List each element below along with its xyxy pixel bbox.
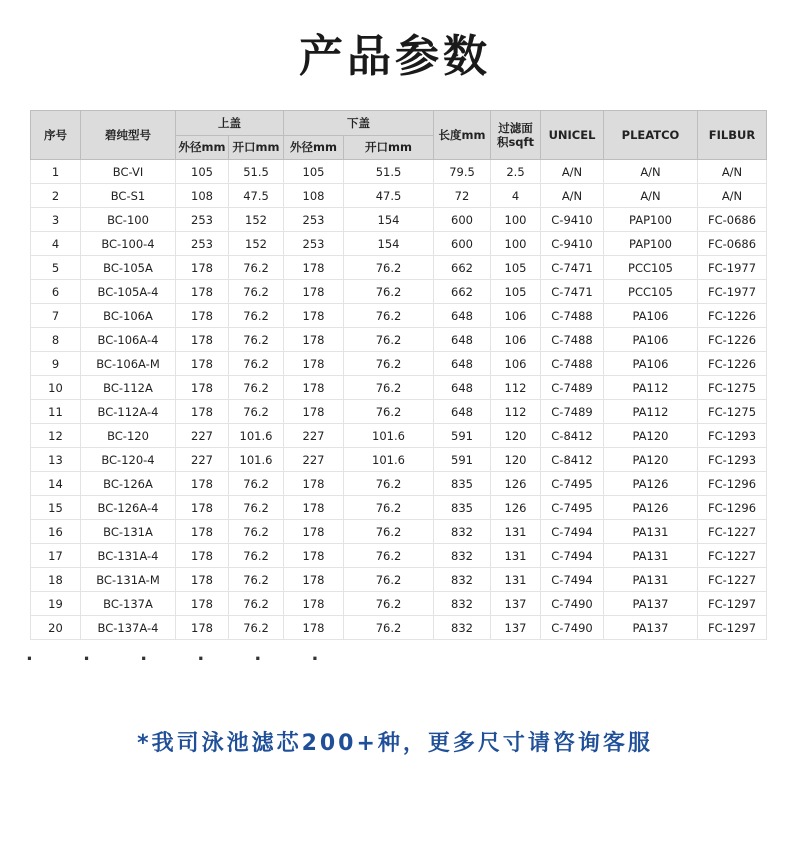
cell-model: BC-112A — [81, 376, 176, 400]
cell-index: 9 — [31, 352, 81, 376]
cell-top-opening: 76.2 — [229, 592, 284, 616]
cell-top-opening: 152 — [229, 208, 284, 232]
cell-model: BC-S1 — [81, 184, 176, 208]
cell-top-outer-dia: 178 — [176, 280, 229, 304]
cell-filter-area: 137 — [491, 592, 541, 616]
cell-pleatco: PA126 — [604, 496, 698, 520]
header-filter-area-line2: 积sqft — [496, 135, 535, 149]
cell-filter-area: 100 — [491, 208, 541, 232]
cell-pleatco: PA126 — [604, 472, 698, 496]
cell-pleatco: PA131 — [604, 568, 698, 592]
table-row — [31, 232, 767, 256]
cell-model: BC-105A-4 — [81, 280, 176, 304]
cell-pleatco: PA137 — [604, 592, 698, 616]
cell-pleatco: PA106 — [604, 304, 698, 328]
cell-filter-area: 105 — [491, 280, 541, 304]
cell-top-outer-dia: 178 — [176, 568, 229, 592]
cell-filbur: A/N — [698, 160, 767, 184]
cell-model: BC-137A-4 — [81, 616, 176, 640]
cell-top-outer-dia: 105 — [176, 160, 229, 184]
header-index: 序号 — [31, 111, 81, 160]
cell-top-opening: 76.2 — [229, 520, 284, 544]
cell-bottom-outer-dia: 178 — [284, 520, 344, 544]
cell-bottom-opening: 76.2 — [344, 328, 434, 352]
cell-pleatco: PA120 — [604, 448, 698, 472]
cell-filbur: FC-1227 — [698, 568, 767, 592]
cell-filbur: FC-1296 — [698, 472, 767, 496]
cell-top-outer-dia: 108 — [176, 184, 229, 208]
cell-index: 1 — [31, 160, 81, 184]
cell-unicel: A/N — [541, 184, 604, 208]
cell-filter-area: 106 — [491, 304, 541, 328]
cell-bottom-opening: 76.2 — [344, 544, 434, 568]
cell-index: 14 — [31, 472, 81, 496]
cell-top-outer-dia: 178 — [176, 256, 229, 280]
cell-length: 662 — [434, 256, 491, 280]
cell-top-outer-dia: 253 — [176, 232, 229, 256]
table-row — [31, 184, 767, 208]
cell-pleatco: A/N — [604, 160, 698, 184]
cell-filter-area: 106 — [491, 328, 541, 352]
cell-pleatco: PA112 — [604, 376, 698, 400]
cell-filter-area: 112 — [491, 400, 541, 424]
cell-filbur: A/N — [698, 184, 767, 208]
cell-bottom-outer-dia: 178 — [284, 592, 344, 616]
cell-filter-area: 106 — [491, 352, 541, 376]
cell-bottom-outer-dia: 178 — [284, 544, 344, 568]
cell-bottom-outer-dia: 178 — [284, 616, 344, 640]
cell-bottom-opening: 76.2 — [344, 568, 434, 592]
cell-bottom-opening: 76.2 — [344, 472, 434, 496]
cell-bottom-outer-dia: 178 — [284, 280, 344, 304]
cell-bottom-outer-dia: 227 — [284, 448, 344, 472]
cell-filbur: FC-1227 — [698, 544, 767, 568]
cell-filbur: FC-1226 — [698, 304, 767, 328]
cell-bottom-outer-dia: 178 — [284, 376, 344, 400]
cell-top-outer-dia: 178 — [176, 328, 229, 352]
cell-index: 15 — [31, 496, 81, 520]
header-unicel: UNICEL — [541, 111, 604, 160]
cell-length: 662 — [434, 280, 491, 304]
cell-length: 79.5 — [434, 160, 491, 184]
cell-model: BC-106A — [81, 304, 176, 328]
cell-pleatco: PA131 — [604, 520, 698, 544]
cell-pleatco: PAP100 — [604, 232, 698, 256]
cell-top-opening: 76.2 — [229, 256, 284, 280]
cell-unicel: C-7488 — [541, 328, 604, 352]
table-row — [31, 568, 767, 592]
cell-index: 19 — [31, 592, 81, 616]
footer-note: *我司泳池滤芯200+种，更多尺寸请咨询客服 — [137, 731, 653, 756]
cell-bottom-outer-dia: 253 — [284, 208, 344, 232]
header-filter-area — [491, 111, 541, 160]
cell-unicel: C-7494 — [541, 544, 604, 568]
cell-pleatco: PA106 — [604, 352, 698, 376]
header-pleatco: PLEATCO — [604, 111, 698, 160]
cell-model: BC-106A-4 — [81, 328, 176, 352]
cell-unicel: C-9410 — [541, 232, 604, 256]
cell-bottom-outer-dia: 178 — [284, 496, 344, 520]
cell-top-opening: 76.2 — [229, 280, 284, 304]
table-row — [31, 376, 767, 400]
table-row — [31, 544, 767, 568]
cell-unicel: C-7494 — [541, 520, 604, 544]
cell-length: 600 — [434, 232, 491, 256]
cell-bottom-opening: 76.2 — [344, 496, 434, 520]
cell-index: 5 — [31, 256, 81, 280]
table-row — [31, 256, 767, 280]
cell-filbur: FC-0686 — [698, 232, 767, 256]
cell-length: 835 — [434, 472, 491, 496]
cell-top-outer-dia: 178 — [176, 616, 229, 640]
cell-length: 648 — [434, 328, 491, 352]
cell-filbur: FC-1275 — [698, 400, 767, 424]
cell-filbur: FC-1977 — [698, 256, 767, 280]
cell-bottom-outer-dia: 178 — [284, 304, 344, 328]
cell-unicel: C-7495 — [541, 472, 604, 496]
cell-unicel: C-7488 — [541, 352, 604, 376]
table-row — [31, 400, 767, 424]
cell-model: BC-120-4 — [81, 448, 176, 472]
cell-unicel: C-7471 — [541, 280, 604, 304]
cell-filter-area: 120 — [491, 448, 541, 472]
cell-filbur: FC-1226 — [698, 328, 767, 352]
cell-pleatco: PA131 — [604, 544, 698, 568]
header-length: 长度mm — [434, 111, 491, 160]
cell-length: 832 — [434, 568, 491, 592]
cell-pleatco: PCC105 — [604, 280, 698, 304]
cell-bottom-opening: 76.2 — [344, 400, 434, 424]
cell-top-opening: 76.2 — [229, 328, 284, 352]
cell-bottom-outer-dia: 253 — [284, 232, 344, 256]
table-row — [31, 496, 767, 520]
cell-unicel: C-8412 — [541, 424, 604, 448]
cell-index: 4 — [31, 232, 81, 256]
cell-index: 11 — [31, 400, 81, 424]
cell-length: 648 — [434, 400, 491, 424]
cell-unicel: C-9410 — [541, 208, 604, 232]
cell-top-opening: 76.2 — [229, 544, 284, 568]
header-bottom-cap: 下盖 — [284, 111, 434, 136]
cell-pleatco: PA120 — [604, 424, 698, 448]
cell-unicel: A/N — [541, 160, 604, 184]
cell-filter-area: 131 — [491, 520, 541, 544]
cell-filbur: FC-1227 — [698, 520, 767, 544]
cell-bottom-outer-dia: 178 — [284, 400, 344, 424]
cell-index: 6 — [31, 280, 81, 304]
cell-bottom-outer-dia: 178 — [284, 256, 344, 280]
cell-model: BC-112A-4 — [81, 400, 176, 424]
cell-filter-area: 126 — [491, 472, 541, 496]
cell-top-outer-dia: 178 — [176, 400, 229, 424]
cell-bottom-opening: 154 — [344, 208, 434, 232]
cell-index: 16 — [31, 520, 81, 544]
cell-length: 72 — [434, 184, 491, 208]
cell-filter-area: 131 — [491, 544, 541, 568]
header-top-cap: 上盖 — [176, 111, 284, 136]
table-row — [31, 592, 767, 616]
cell-pleatco: A/N — [604, 184, 698, 208]
cell-pleatco: PA106 — [604, 328, 698, 352]
cell-filter-area: 120 — [491, 424, 541, 448]
cell-length: 832 — [434, 520, 491, 544]
cell-model: BC-100 — [81, 208, 176, 232]
cell-top-outer-dia: 178 — [176, 472, 229, 496]
cell-unicel: C-7495 — [541, 496, 604, 520]
header-top-outer-dia: 外径mm — [176, 136, 229, 160]
cell-bottom-outer-dia: 108 — [284, 184, 344, 208]
cell-index: 17 — [31, 544, 81, 568]
cell-index: 13 — [31, 448, 81, 472]
cell-bottom-opening: 76.2 — [344, 304, 434, 328]
cell-top-outer-dia: 178 — [176, 520, 229, 544]
cell-filbur: FC-1226 — [698, 352, 767, 376]
table-row — [31, 520, 767, 544]
cell-top-opening: 76.2 — [229, 376, 284, 400]
cell-bottom-opening: 76.2 — [344, 520, 434, 544]
cell-filbur: FC-0686 — [698, 208, 767, 232]
cell-top-outer-dia: 178 — [176, 376, 229, 400]
cell-top-outer-dia: 178 — [176, 544, 229, 568]
cell-filter-area: 137 — [491, 616, 541, 640]
table-row — [31, 424, 767, 448]
header-top-opening: 开口mm — [229, 136, 284, 160]
cell-length: 648 — [434, 352, 491, 376]
cell-bottom-outer-dia: 105 — [284, 160, 344, 184]
cell-bottom-opening: 154 — [344, 232, 434, 256]
cell-top-outer-dia: 178 — [176, 592, 229, 616]
cell-index: 7 — [31, 304, 81, 328]
cell-top-opening: 76.2 — [229, 304, 284, 328]
cell-filter-area: 112 — [491, 376, 541, 400]
header-model: 碧纯型号 — [81, 111, 176, 160]
cell-top-outer-dia: 227 — [176, 424, 229, 448]
cell-pleatco: PCC105 — [604, 256, 698, 280]
cell-top-outer-dia: 178 — [176, 352, 229, 376]
cell-length: 600 — [434, 208, 491, 232]
cell-filbur: FC-1296 — [698, 496, 767, 520]
cell-bottom-opening: 47.5 — [344, 184, 434, 208]
cell-unicel: C-7490 — [541, 616, 604, 640]
cell-bottom-outer-dia: 178 — [284, 472, 344, 496]
cell-bottom-opening: 76.2 — [344, 256, 434, 280]
table-row — [31, 472, 767, 496]
table-body — [31, 160, 767, 640]
header-bottom-opening: 开口mm — [344, 136, 434, 160]
table-row — [31, 328, 767, 352]
cell-filbur: FC-1297 — [698, 592, 767, 616]
product-spec-table — [30, 110, 767, 640]
cell-pleatco: PA112 — [604, 400, 698, 424]
cell-index: 12 — [31, 424, 81, 448]
cell-filter-area: 2.5 — [491, 160, 541, 184]
table-row — [31, 208, 767, 232]
cell-length: 591 — [434, 424, 491, 448]
page-title: 产品参数 — [299, 31, 491, 82]
cell-unicel: C-7488 — [541, 304, 604, 328]
cell-unicel: C-8412 — [541, 448, 604, 472]
cell-filbur: FC-1275 — [698, 376, 767, 400]
cell-bottom-outer-dia: 178 — [284, 568, 344, 592]
cell-bottom-opening: 76.2 — [344, 376, 434, 400]
cell-model: BC-131A — [81, 520, 176, 544]
cell-bottom-outer-dia: 227 — [284, 424, 344, 448]
cell-length: 832 — [434, 592, 491, 616]
cell-top-opening: 76.2 — [229, 352, 284, 376]
cell-filbur: FC-1293 — [698, 448, 767, 472]
cell-top-opening: 76.2 — [229, 496, 284, 520]
cell-model: BC-126A — [81, 472, 176, 496]
cell-length: 832 — [434, 544, 491, 568]
cell-top-opening: 76.2 — [229, 568, 284, 592]
header-filbur: FILBUR — [698, 111, 767, 160]
cell-model: BC-120 — [81, 424, 176, 448]
cell-model: BC-126A-4 — [81, 496, 176, 520]
cell-top-outer-dia: 178 — [176, 304, 229, 328]
cell-top-opening: 47.5 — [229, 184, 284, 208]
cell-top-opening: 51.5 — [229, 160, 284, 184]
cell-bottom-opening: 76.2 — [344, 592, 434, 616]
cell-index: 2 — [31, 184, 81, 208]
cell-bottom-opening: 101.6 — [344, 424, 434, 448]
cell-filbur: FC-1297 — [698, 616, 767, 640]
cell-length: 648 — [434, 304, 491, 328]
cell-model: BC-131A-M — [81, 568, 176, 592]
cell-filter-area: 105 — [491, 256, 541, 280]
cell-length: 835 — [434, 496, 491, 520]
cell-top-outer-dia: 253 — [176, 208, 229, 232]
cell-unicel: C-7490 — [541, 592, 604, 616]
cell-top-opening: 152 — [229, 232, 284, 256]
cell-unicel: C-7494 — [541, 568, 604, 592]
cell-model: BC-137A — [81, 592, 176, 616]
cell-filbur: FC-1977 — [698, 280, 767, 304]
header-bottom-outer-dia: 外径mm — [284, 136, 344, 160]
cell-bottom-opening: 51.5 — [344, 160, 434, 184]
table-row — [31, 448, 767, 472]
cell-bottom-opening: 76.2 — [344, 280, 434, 304]
cell-bottom-outer-dia: 178 — [284, 352, 344, 376]
cell-length: 591 — [434, 448, 491, 472]
cell-filbur: FC-1293 — [698, 424, 767, 448]
cell-model: BC-105A — [81, 256, 176, 280]
cell-bottom-opening: 101.6 — [344, 448, 434, 472]
cell-top-opening: 101.6 — [229, 424, 284, 448]
cell-length: 648 — [434, 376, 491, 400]
ellipsis-dots: . . . . . . — [26, 644, 341, 665]
cell-pleatco: PA137 — [604, 616, 698, 640]
table-header-row — [31, 111, 767, 136]
cell-filter-area: 100 — [491, 232, 541, 256]
cell-model: BC-VI — [81, 160, 176, 184]
table-row — [31, 304, 767, 328]
cell-index: 18 — [31, 568, 81, 592]
cell-index: 3 — [31, 208, 81, 232]
cell-top-outer-dia: 227 — [176, 448, 229, 472]
cell-index: 10 — [31, 376, 81, 400]
cell-top-opening: 76.2 — [229, 616, 284, 640]
cell-top-opening: 76.2 — [229, 472, 284, 496]
cell-filter-area: 4 — [491, 184, 541, 208]
cell-bottom-opening: 76.2 — [344, 352, 434, 376]
cell-bottom-outer-dia: 178 — [284, 328, 344, 352]
header-filter-area-line1: 过滤面 — [498, 120, 533, 135]
cell-top-opening: 101.6 — [229, 448, 284, 472]
cell-top-outer-dia: 178 — [176, 496, 229, 520]
cell-unicel: C-7489 — [541, 376, 604, 400]
cell-model: BC-100-4 — [81, 232, 176, 256]
table-row — [31, 160, 767, 184]
cell-filter-area: 126 — [491, 496, 541, 520]
cell-top-opening: 76.2 — [229, 400, 284, 424]
table-row — [31, 280, 767, 304]
cell-unicel: C-7489 — [541, 400, 604, 424]
cell-model: BC-131A-4 — [81, 544, 176, 568]
cell-pleatco: PAP100 — [604, 208, 698, 232]
cell-bottom-opening: 76.2 — [344, 616, 434, 640]
cell-model: BC-106A-M — [81, 352, 176, 376]
cell-index: 8 — [31, 328, 81, 352]
table-row — [31, 616, 767, 640]
table-row — [31, 352, 767, 376]
cell-index: 20 — [31, 616, 81, 640]
cell-unicel: C-7471 — [541, 256, 604, 280]
cell-filter-area: 131 — [491, 568, 541, 592]
cell-length: 832 — [434, 616, 491, 640]
